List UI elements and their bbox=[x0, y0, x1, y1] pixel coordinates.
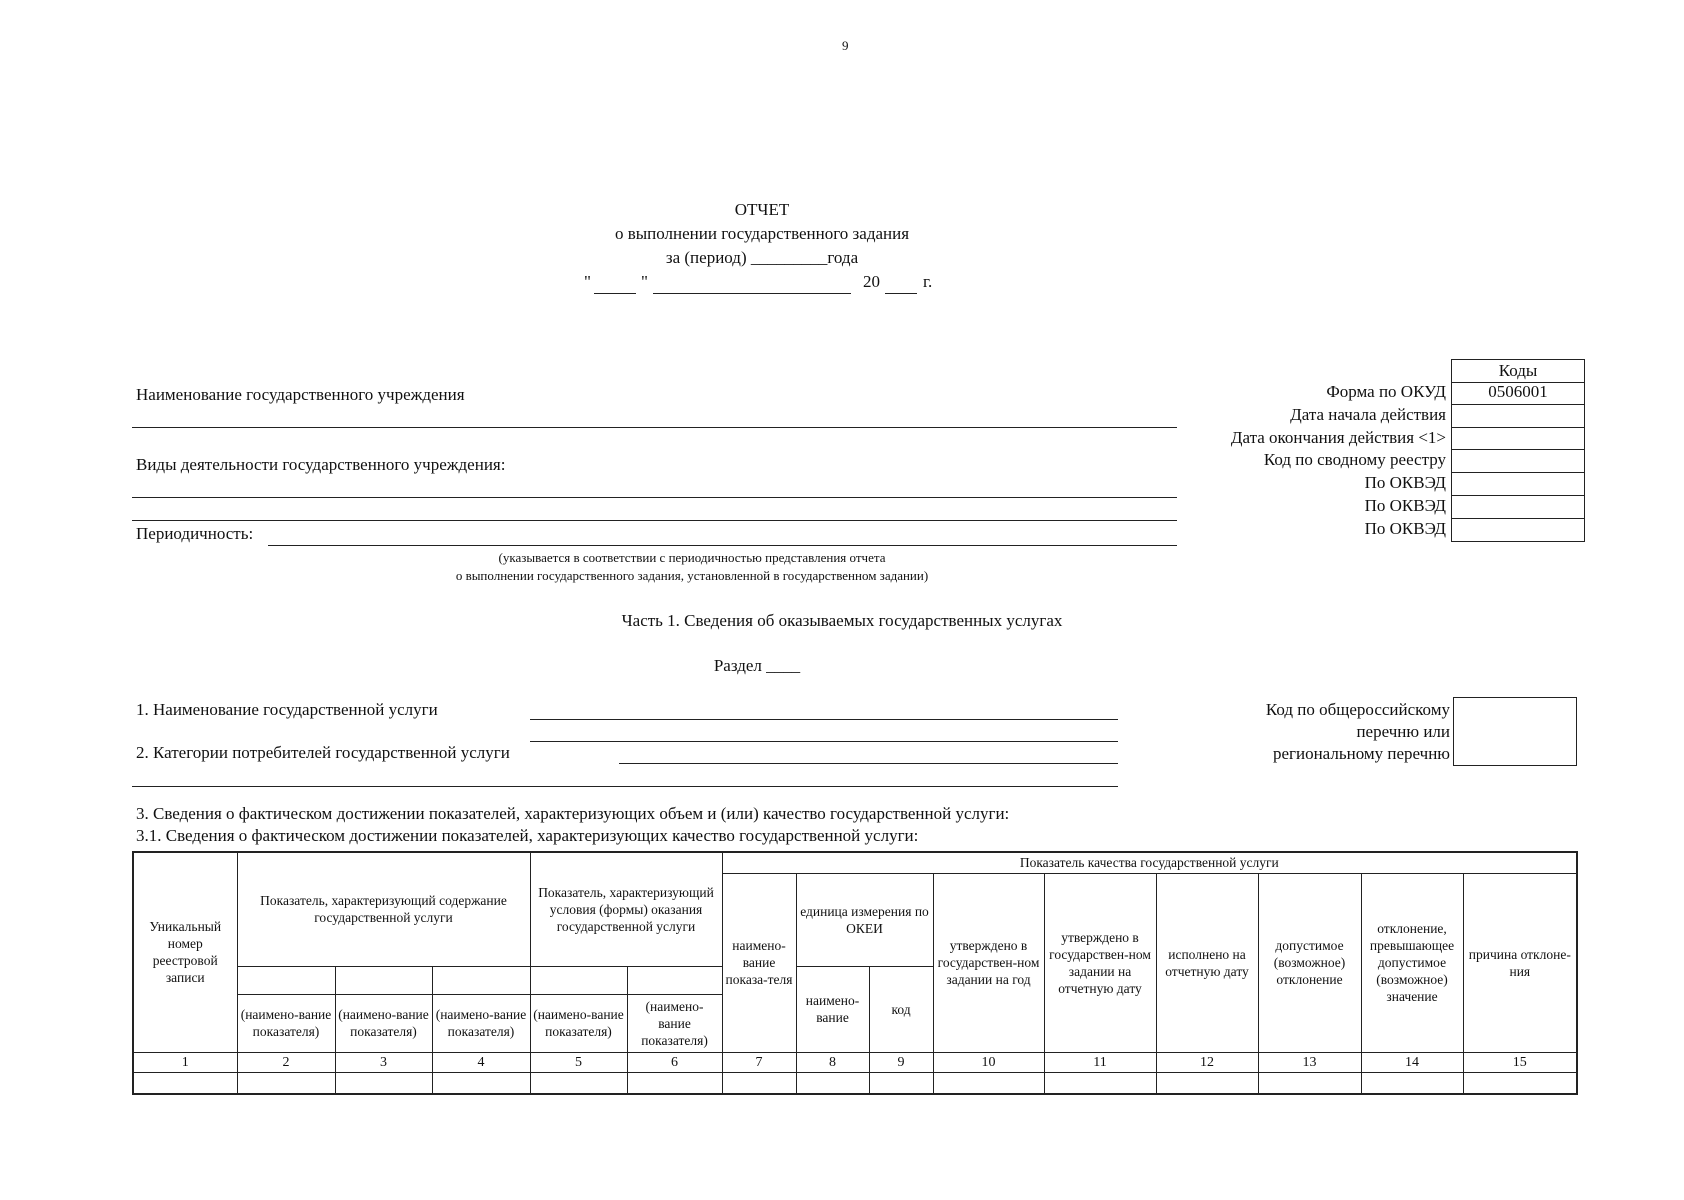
th-conditions-sub-2: (наимено-вание показателя) bbox=[627, 994, 722, 1052]
date-year-prefix: 20 bbox=[863, 272, 880, 291]
th-content-sub-1: (наимено-вание показателя) bbox=[237, 994, 335, 1052]
codes-label-okved-1: По ОКВЭД bbox=[1364, 473, 1446, 493]
col-number: 15 bbox=[1463, 1052, 1577, 1072]
th-conditions-blank-2 bbox=[627, 966, 722, 994]
col-number: 8 bbox=[796, 1052, 869, 1072]
th-approved-date: утверждено в государствен-ном задании на отчетную дату bbox=[1044, 873, 1156, 1052]
okved-cell-3[interactable] bbox=[1451, 519, 1585, 542]
col-number: 2 bbox=[237, 1052, 335, 1072]
institution-name-label: Наименование государственного учреждения bbox=[136, 385, 465, 404]
registry-code-label-3: региональному перечню bbox=[1272, 744, 1450, 763]
table-cell[interactable] bbox=[1044, 1072, 1156, 1094]
col-number: 3 bbox=[335, 1052, 432, 1072]
col-number: 14 bbox=[1361, 1052, 1463, 1072]
th-content-blank-1 bbox=[237, 966, 335, 994]
table-cell[interactable] bbox=[722, 1072, 796, 1094]
table-cell[interactable] bbox=[1361, 1072, 1463, 1094]
th-conditions-blank-1 bbox=[530, 966, 627, 994]
th-content-sub-2: (наимено-вание показателя) bbox=[335, 994, 432, 1052]
section3-title: 3. Сведения о фактическом достижении показателей, характеризующих объем и (или) качество государственной услуги: bbox=[136, 804, 1010, 823]
codes-label-okud: Форма по ОКУД bbox=[1326, 382, 1446, 401]
col-number: 7 bbox=[722, 1052, 796, 1072]
th-unique-number: Уникальный номер реестровой записи bbox=[133, 852, 237, 1052]
th-content-sub-3: (наимено-вание показателя) bbox=[432, 994, 530, 1052]
codes-labels bbox=[1100, 381, 1446, 541]
th-quality-indicator: Показатель качества государственной услуги bbox=[722, 852, 1577, 873]
table-cell[interactable] bbox=[796, 1072, 869, 1094]
th-unit: единица измерения по ОКЕИ bbox=[796, 873, 933, 966]
codes-label-okved-3: По ОКВЭД bbox=[1364, 518, 1446, 538]
section31-title: 3.1. Сведения о фактическом достижении показателей, характеризующих качество государственной услуги: bbox=[136, 826, 919, 845]
th-content-blank-2 bbox=[335, 966, 432, 994]
col-number: 1 bbox=[133, 1052, 237, 1072]
codes-values bbox=[1451, 382, 1585, 542]
th-allowed-deviation: допустимое (возможное) отклонение bbox=[1258, 873, 1361, 1052]
date-close-quote: " bbox=[641, 272, 648, 291]
table-cell[interactable] bbox=[933, 1072, 1044, 1094]
activities-line-1[interactable] bbox=[132, 497, 1177, 498]
th-unit-code: код bbox=[869, 966, 933, 1052]
th-q-name: наимено-вание показа-теля bbox=[722, 873, 796, 1052]
th-exceeding-deviation: отклонение, превышающее допустимое (возможное) значение bbox=[1361, 873, 1463, 1052]
consumers-line-1[interactable] bbox=[619, 763, 1118, 764]
th-reason: причина отклоне-ния bbox=[1463, 873, 1577, 1052]
table-cell[interactable] bbox=[133, 1072, 237, 1094]
col-number: 10 bbox=[933, 1052, 1044, 1072]
okved-cell-1[interactable] bbox=[1451, 473, 1585, 496]
start-date-cell[interactable] bbox=[1451, 405, 1585, 428]
table-cell[interactable] bbox=[627, 1072, 722, 1094]
table-cell[interactable] bbox=[1156, 1072, 1258, 1094]
th-conditions-sub-1: (наимено-вание показателя) bbox=[530, 994, 627, 1052]
th-executed: исполнено на отчетную дату bbox=[1156, 873, 1258, 1052]
col-number: 13 bbox=[1258, 1052, 1361, 1072]
codes-label-registry: Код по сводному реестру bbox=[1263, 450, 1446, 470]
service-name-label: 1. Наименование государственной услуги bbox=[136, 700, 438, 719]
consumers-line-2[interactable] bbox=[132, 786, 1118, 787]
table-cell[interactable] bbox=[530, 1072, 627, 1094]
date-year-suffix: г. bbox=[923, 272, 933, 291]
date-day-blank[interactable] bbox=[594, 293, 636, 294]
col-number: 9 bbox=[869, 1052, 933, 1072]
quality-indicators-table bbox=[132, 851, 1578, 1095]
service-name-line-1[interactable] bbox=[530, 719, 1118, 720]
page-number: 9 bbox=[842, 38, 849, 53]
table-cell[interactable] bbox=[1258, 1072, 1361, 1094]
table-cell[interactable] bbox=[432, 1072, 530, 1094]
col-number: 5 bbox=[530, 1052, 627, 1072]
col-number: 12 bbox=[1156, 1052, 1258, 1072]
table-cell[interactable] bbox=[335, 1072, 432, 1094]
part1-title: Часть 1. Сведения об оказываемых государственных услугах bbox=[621, 611, 1063, 630]
th-content-indicator: Показатель, характеризующий содержание государственной услуги bbox=[237, 852, 530, 966]
okud-code-cell[interactable]: 0506001 bbox=[1451, 382, 1585, 405]
codes-label-start-date: Дата начала действия bbox=[1290, 404, 1446, 424]
col-number: 11 bbox=[1044, 1052, 1156, 1072]
th-content-blank-3 bbox=[432, 966, 530, 994]
date-open-quote: " bbox=[584, 272, 591, 291]
date-month-blank[interactable] bbox=[653, 293, 851, 294]
th-unit-name: наимено-вание bbox=[796, 966, 869, 1052]
activities-label: Виды деятельности государственного учреждения: bbox=[136, 455, 506, 474]
registry-code-cell[interactable] bbox=[1451, 450, 1585, 473]
end-date-cell[interactable] bbox=[1451, 428, 1585, 451]
col-number: 6 bbox=[627, 1052, 722, 1072]
table-row bbox=[133, 1072, 1577, 1094]
col-number: 4 bbox=[432, 1052, 530, 1072]
report-subtitle: о выполнении государственного задания bbox=[614, 224, 910, 243]
th-approved-year: утверждено в государствен-ном задании на год bbox=[933, 873, 1044, 1052]
codes-header: Коды bbox=[1451, 359, 1585, 383]
report-title: ОТЧЕТ bbox=[734, 200, 790, 219]
periodicity-note-2: о выполнении государственного задания, установленной в государственном задании) bbox=[455, 568, 929, 583]
okved-cell-2[interactable] bbox=[1451, 496, 1585, 519]
institution-name-line[interactable] bbox=[132, 427, 1177, 428]
table-cell[interactable] bbox=[237, 1072, 335, 1094]
registry-code-label-2: перечню или bbox=[1356, 722, 1450, 741]
periodicity-note-1: (указывается в соответствии с периодичностью представления отчета bbox=[498, 550, 886, 565]
column-numbers-row bbox=[133, 1052, 1577, 1072]
periodicity-label: Периодичность: bbox=[136, 524, 254, 543]
periodicity-line[interactable] bbox=[268, 545, 1177, 546]
activities-line-2[interactable] bbox=[132, 520, 1177, 521]
report-period: за (период) _________года bbox=[665, 248, 859, 267]
date-year-blank[interactable] bbox=[885, 293, 917, 294]
th-conditions-indicator: Показатель, характеризующий условия (формы) оказания государственной услуги bbox=[530, 852, 722, 966]
consumers-label: 2. Категории потребителей государственной услуги bbox=[136, 743, 510, 762]
registry-code-box[interactable] bbox=[1453, 697, 1577, 766]
table-cell[interactable] bbox=[1463, 1072, 1577, 1094]
section-label: Раздел ____ bbox=[713, 656, 801, 675]
service-name-line-2[interactable] bbox=[530, 741, 1118, 742]
codes-label-okved-2: По ОКВЭД bbox=[1364, 495, 1446, 515]
table-cell[interactable] bbox=[869, 1072, 933, 1094]
registry-code-label-1: Код по общероссийскому bbox=[1265, 700, 1450, 719]
codes-label-end-date: Дата окончания действия <1> bbox=[1230, 427, 1446, 447]
